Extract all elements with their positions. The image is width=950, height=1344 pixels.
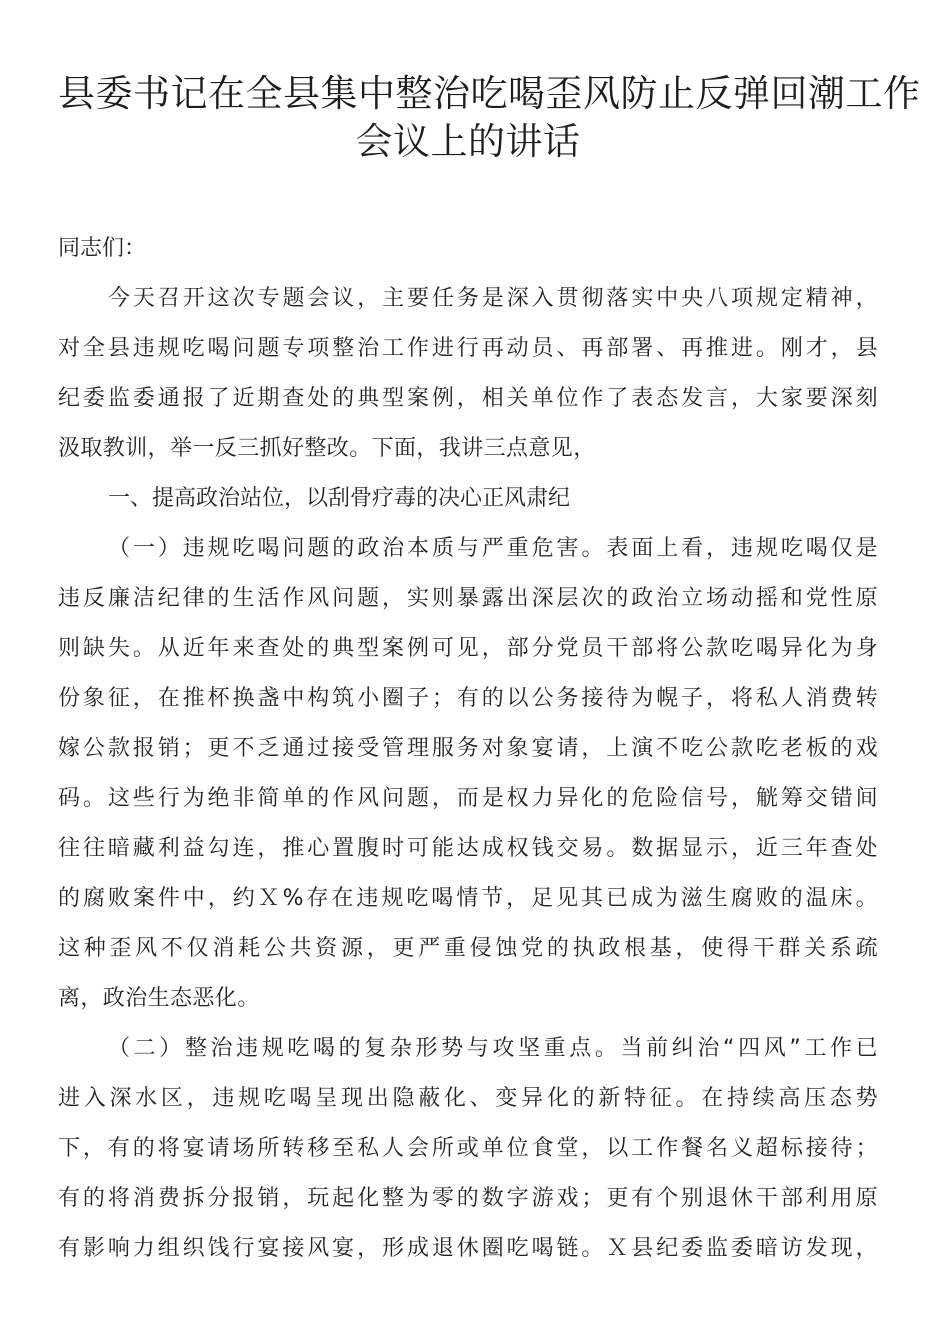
text-line: 对全县违规吃喝问题专项整治工作进行再动员、再部署、再推进。刚才，县 [58, 336, 878, 361]
text-line: 进入深水区，违规吃喝呈现出隐蔽化、变异化的新特征。在持续高压态势 [58, 1086, 878, 1111]
title-line-2: 会议上的讲话 [355, 120, 581, 163]
paragraph-2 [58, 1024, 878, 1274]
text-line: 往往暗藏利益勾连，推心置腹时可能达成权钱交易。数据显示，近三年查处 [58, 836, 878, 861]
text-line: 有影响力组织饯行宴接风宴，形成退休圈吃喝链。Ｘ县纪委监委暗访发现， [58, 1236, 878, 1261]
text-line: 的腐败案件中，约Ｘ%存在违规吃喝情节，足见其已成为滋生腐败的温床。 [58, 886, 878, 911]
text-line: 码。这些行为绝非简单的作风问题，而是权力异化的危险信号，觥筹交错间 [58, 786, 878, 811]
text-line: （一）违规吃喝问题的政治本质与严重危害。表面上看，违规吃喝仅是 [108, 536, 878, 561]
salutation: 同志们： [58, 236, 147, 261]
text-line: 嫁公款报销；更不乏通过接受管理服务对象宴请，上演不吃公款吃老板的戏 [58, 736, 878, 761]
text-line: 今天召开这次专题会议，主要任务是深入贯彻落实中央八项规定精神， [108, 286, 878, 311]
text-line: 则缺失。从近年来查处的典型案例可见，部分党员干部将公款吃喝异化为身 [58, 636, 878, 661]
text-line: 下，有的将宴请场所转移至私人会所或单位食堂，以工作餐名义超标接待； [58, 1136, 878, 1161]
paragraph-1 [58, 524, 878, 1024]
document-title [58, 70, 921, 166]
intro-paragraph [58, 274, 878, 474]
text-line: 份象征，在推杯换盏中构筑小圈子；有的以公务接待为幌子，将私人消费转 [58, 686, 878, 711]
text-line: 离，政治生态恶化。 [58, 986, 260, 1011]
text-line: 这种歪风不仅消耗公共资源，更严重侵蚀党的执政根基，使得干群关系疏 [58, 936, 878, 961]
text-line: 违反廉洁纪律的生活作风问题，实则暴露出深层次的政治立场动摇和党性原 [58, 586, 878, 611]
section-heading-1: 一、提高政治站位，以刮骨疗毒的决心正风肃纪 [108, 486, 571, 511]
text-line: （二）整治违规吃喝的复杂形势与攻坚重点。当前纠治“四风”工作已 [108, 1036, 878, 1061]
text-line: 纪委监委通报了近期查处的典型案例，相关单位作了表态发言，大家要深刻 [58, 386, 878, 411]
text-line: 汲取教训，举一反三抓好整改。下面，我讲三点意见， [58, 436, 596, 461]
text-line: 有的将消费拆分报销，玩起化整为零的数字游戏；更有个别退休干部利用原 [58, 1186, 878, 1211]
title-line-1: 县委书记在全县集中整治吃喝歪风防止反弹回潮工作 [58, 72, 921, 115]
